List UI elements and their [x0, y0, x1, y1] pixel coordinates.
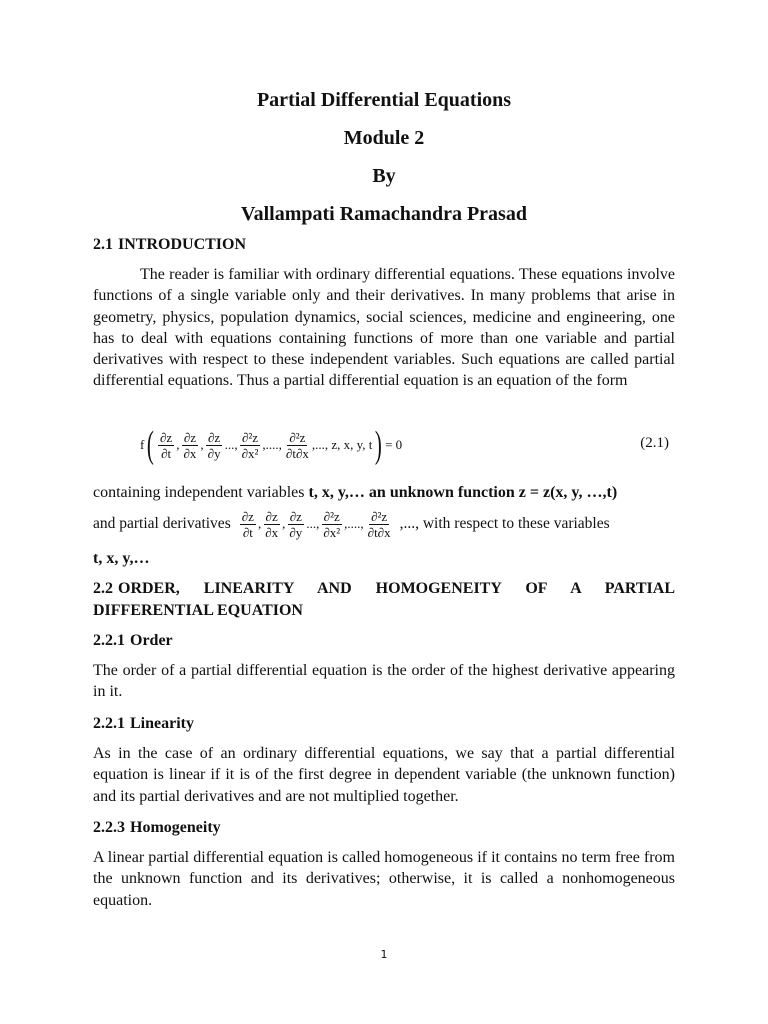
equation-rhs: = 0 — [385, 437, 403, 452]
section-label: ORDER, LINEARITY AND HOMOGENEITY OF A PARTIAL DIFFERENTIAL EQUATION — [93, 580, 675, 619]
subsection-number: 2.2.1 — [93, 632, 125, 649]
denominator: ∂t∂x — [285, 445, 309, 461]
subsection-label: Homogeneity — [130, 819, 221, 836]
homogeneity-paragraph: A linear partial differential equation is called homogeneous if it contains no term free from the unknown function and its derivatives; otherwise, it is called a nonhomogeneous equation. — [93, 849, 675, 909]
subsection-label: Linearity — [130, 715, 194, 732]
numerator: ∂²z — [289, 429, 306, 445]
subsection-number: 2.2.1 — [93, 715, 125, 732]
equation-number: (2.1) — [640, 435, 669, 451]
fraction — [206, 430, 223, 461]
variables-line: t, x, y,… — [93, 550, 150, 567]
denominator: ∂t∂x — [367, 524, 391, 540]
section-label: INTRODUCTION — [118, 236, 247, 253]
fraction — [240, 430, 261, 461]
denominator: ∂y — [289, 524, 303, 540]
section-heading-order-linearity-homogeneity — [93, 578, 675, 622]
subsection-heading-homogeneity — [93, 817, 675, 839]
partial-prefix: and partial derivatives — [93, 515, 231, 532]
fraction — [240, 509, 256, 540]
subsection-number: 2.2.3 — [93, 819, 125, 836]
section-number: 2.1 — [93, 236, 113, 253]
partial-derivatives-line — [93, 502, 675, 546]
partial-suffix: ,..., with respect to these variables — [399, 515, 610, 532]
function-symbol: f — [140, 437, 145, 452]
linearity-paragraph: As in the case of an ordinary differential equations, we say that a partial differential equation is linear if it is of the first degree in dependent variable (the unknown function) and its partial derivatives and are not multiplied together. — [93, 745, 675, 805]
section-heading-introduction — [93, 234, 675, 256]
subsection-label: Order — [130, 632, 173, 649]
left-paren: ( — [147, 424, 155, 466]
document-title: Partial Differential Equations — [256, 89, 512, 111]
fraction — [181, 430, 198, 461]
fraction — [321, 509, 342, 540]
equation-2-1 — [93, 423, 675, 467]
denominator: ∂t — [161, 445, 172, 461]
by-label: By — [372, 165, 396, 187]
numerator: ∂²z — [323, 508, 340, 524]
numerator: ∂²z — [241, 429, 259, 445]
fraction — [284, 430, 311, 461]
section-number: 2.2 — [93, 580, 113, 597]
subsection-heading-order — [93, 630, 675, 652]
page-number: 1 — [380, 948, 388, 961]
fraction — [366, 509, 393, 540]
numerator: ∂z — [289, 508, 302, 524]
numerator: ∂²z — [371, 508, 388, 524]
introduction-paragraph: The reader is familiar with ordinary differential equations. These equations involve functions of a single variable only and their derivatives. In many problems that arise in geometry, physics, population dynamics, social sciences, medicine and engineering, one has to deal with equations containing functions of more than one variable and partial derivatives with respect to these independent variables. Such equations are called partial differential equations. Thus a partial differential equation is an equation of the form — [93, 266, 675, 390]
denominator: ∂x² — [323, 524, 341, 540]
variables-sentence — [93, 482, 675, 503]
variables-text: containing independent variables — [93, 484, 305, 501]
author-name: Vallampati Ramachandra Prasad — [241, 203, 527, 225]
module-label: Module 2 — [343, 127, 425, 149]
denominator: ∂x² — [241, 445, 259, 461]
numerator: ∂z — [183, 429, 197, 445]
fraction — [287, 509, 304, 540]
order-paragraph: The order of a partial differential equation is the order of the highest derivative appearing in it. — [93, 662, 675, 701]
fraction — [158, 430, 174, 461]
denominator: ∂t — [242, 524, 253, 540]
fraction — [263, 509, 280, 540]
equation-tail: ,..., z, x, y, t — [311, 437, 373, 452]
numerator: ∂z — [208, 429, 221, 445]
subsection-heading-linearity — [93, 713, 675, 735]
equation-expression: f ( $\frac{\partial z}{\partial t}$ , $\frac{\partial z}{\partial x}$ , $\frac{\partial z}{\partial y}$ ..., $\frac{\text{∂²z}}{\text{∂x²}}$ ,...., $\frac{\text{∂²z}}{\partial t\partial x}$ ,..., z, x, y, t ) = 0 — [140, 424, 403, 466]
right-paren: ) — [375, 424, 383, 466]
numerator: ∂z — [265, 508, 278, 524]
numerator: ∂z — [241, 508, 254, 524]
denominator: ∂y — [207, 445, 221, 461]
variables-bold: t, x, y,… an unknown function z = z(x, y, …,t) — [308, 484, 618, 501]
partial-derivatives-expression: $\frac{\partial z}{\partial t}$ , $\frac{\partial z}{\partial x}$ , $\frac{\partial z}{\partial y}$ ..., $\frac{\text{∂²z}}{\text{∂x²}}$ ,...., $\frac{\text{∂²z}}{\partial t\partial x}$ — [241, 508, 391, 540]
numerator: ∂z — [160, 429, 173, 445]
denominator: ∂x — [265, 524, 279, 540]
denominator: ∂x — [183, 445, 197, 461]
